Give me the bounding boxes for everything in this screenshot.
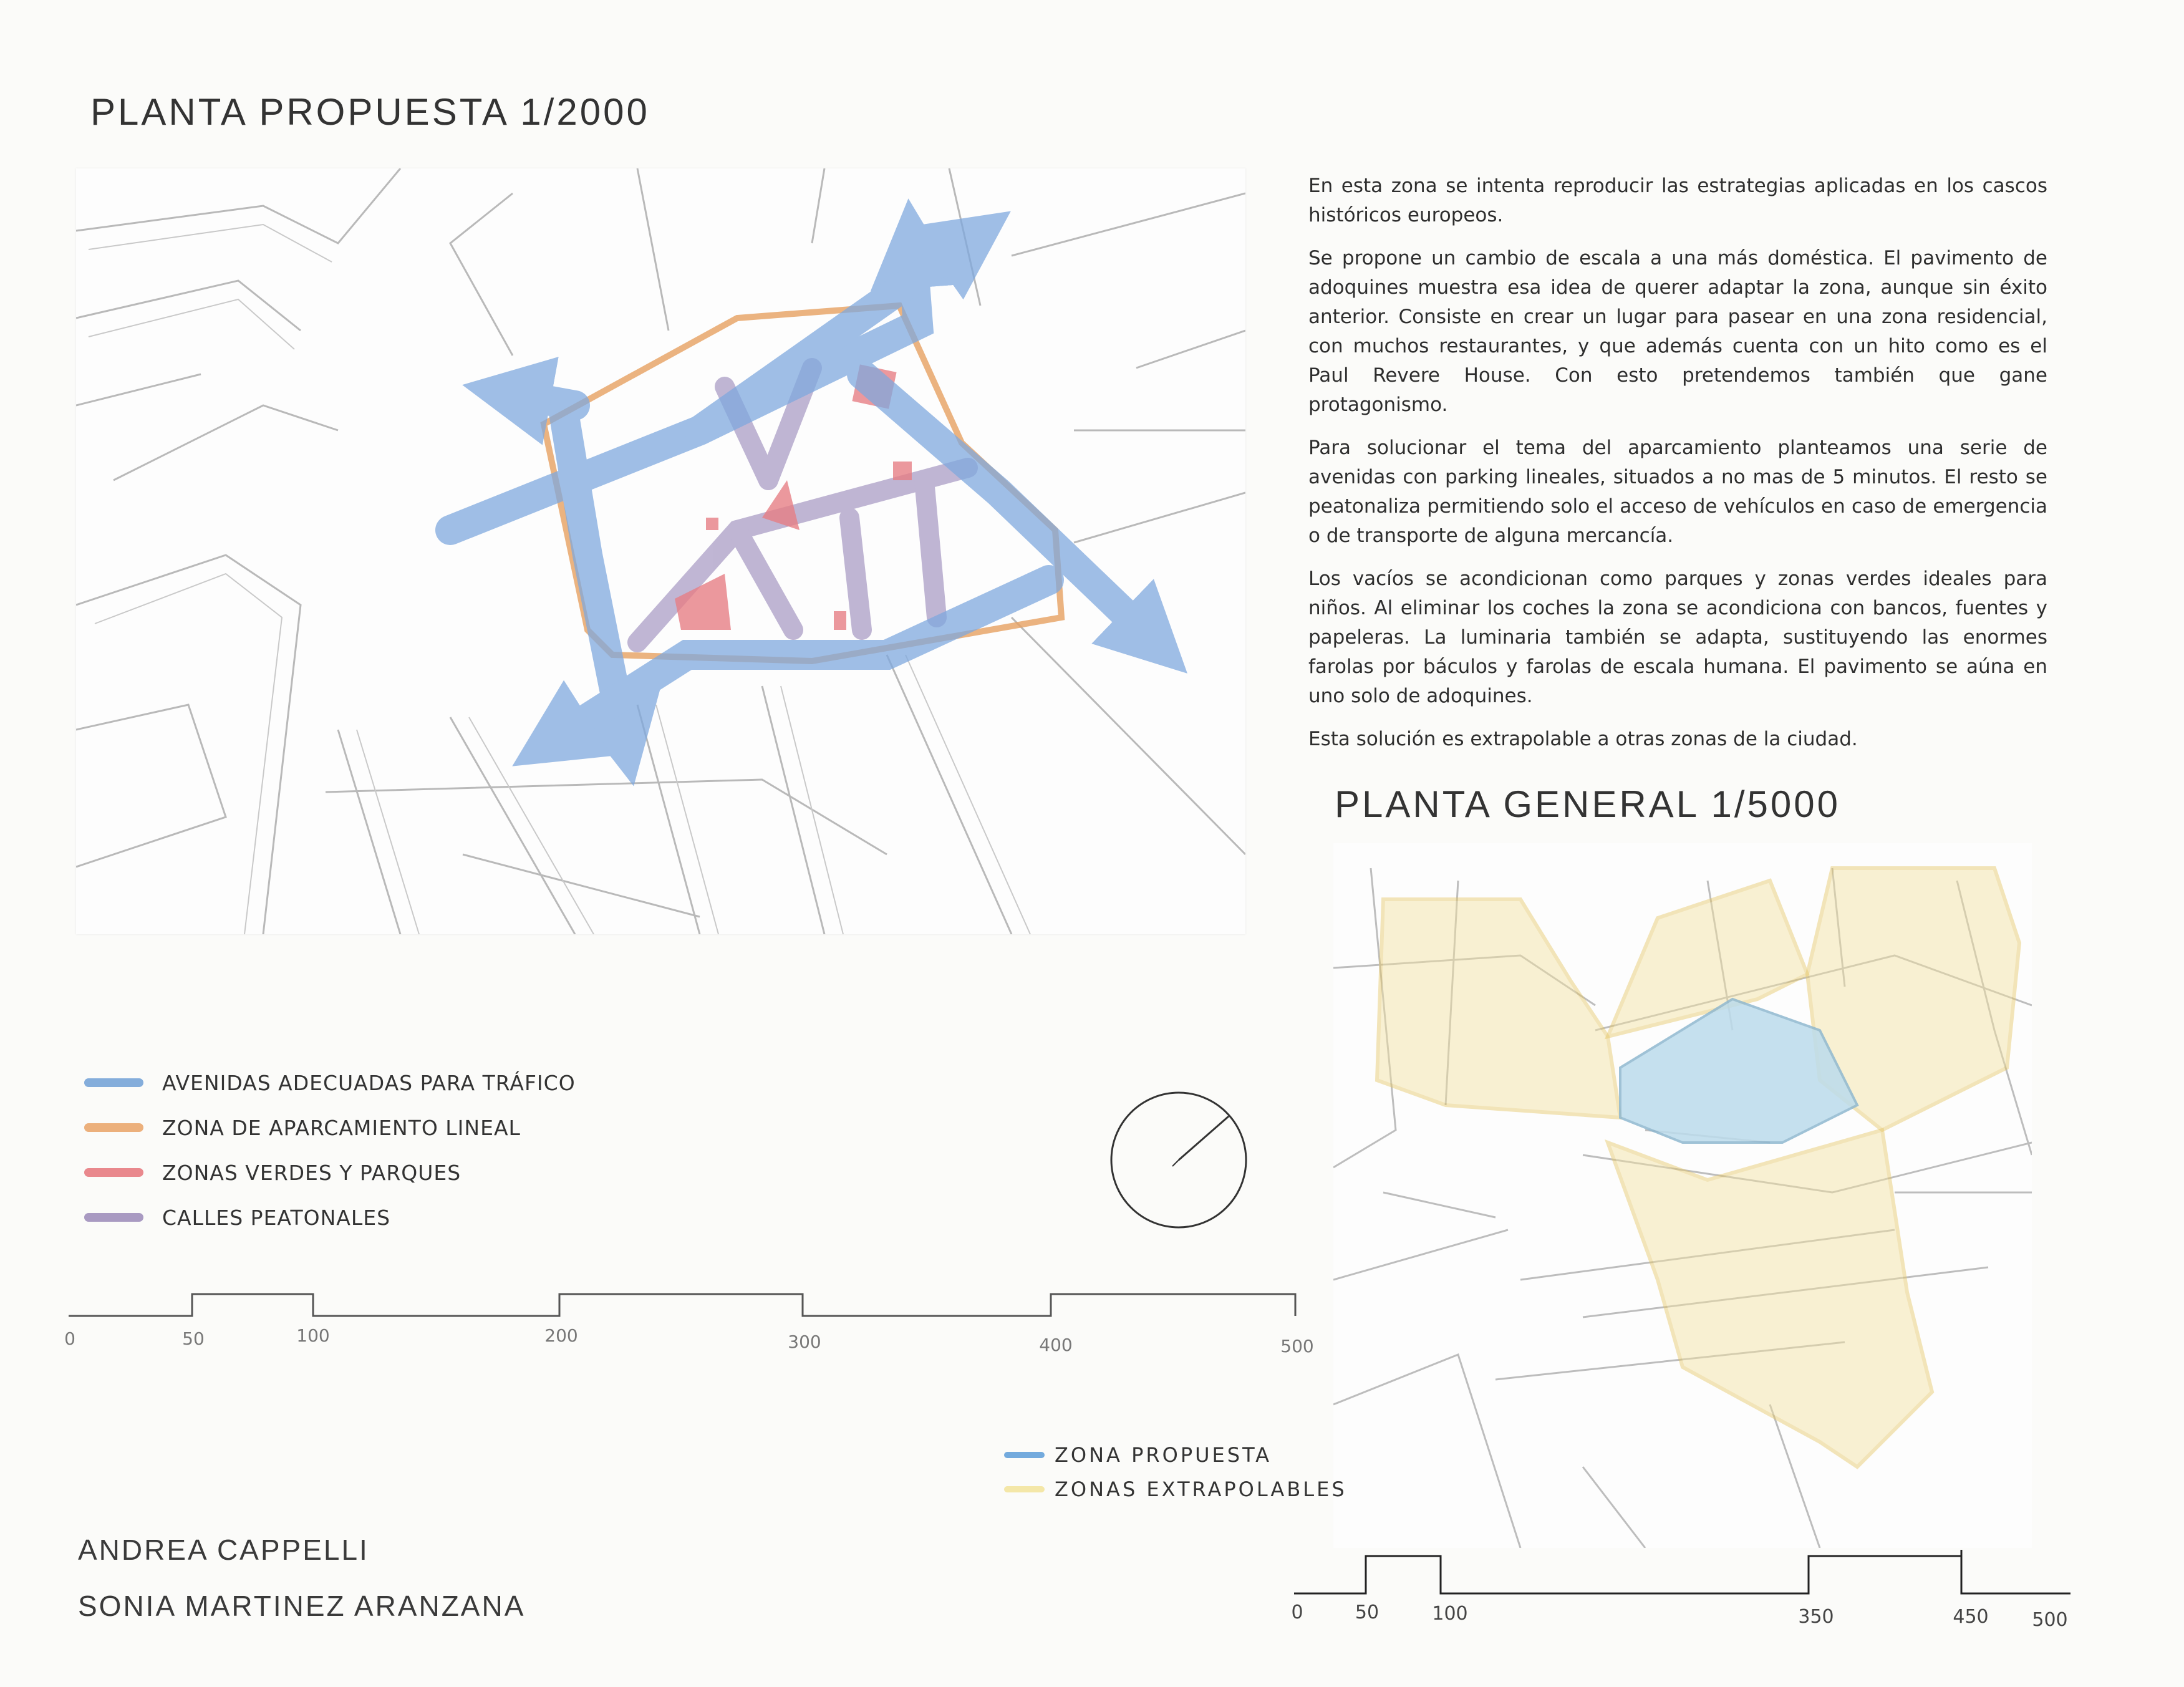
green-zone-swatch (84, 1168, 143, 1177)
avenue-swatch (84, 1078, 143, 1087)
scale-tick: 450 (1953, 1606, 1989, 1628)
scale-tick: 100 (296, 1325, 330, 1346)
scale-tick: 50 (1355, 1602, 1379, 1623)
legend-label: ZONAS EXTRAPOLABLES (1055, 1477, 1347, 1501)
main-scale-bar (62, 1285, 1314, 1360)
extrapolable-zone-swatch (1004, 1486, 1045, 1492)
legend-item-pedestrian (84, 1195, 583, 1240)
general-plan-title: PLANTA GENERAL 1/5000 (1335, 783, 1841, 825)
legend-label: AVENIDAS ADECUADAS PARA TRÁFICO (162, 1070, 576, 1095)
extrapolable-zone-south (1608, 1130, 1932, 1467)
legend-item-green-zones (84, 1150, 583, 1195)
main-legend (84, 1060, 583, 1240)
scale-tick: 0 (1291, 1602, 1303, 1623)
description-paragraph: Los vacíos se acondicionan como parques y zonas verdes ideales para niños. Al eliminar los coches la zona se acondiciona con bancos, fuentes y papeleras. La luminaria también se adapta, sustituyendo las enormes farolas por báculos y farolas de escala humana. El pavimento se aúna en uno solo de adoquines. (1308, 568, 2047, 707)
legend-item-avenues (84, 1060, 583, 1105)
legend-label: ZONA PROPUESTA (1055, 1443, 1272, 1467)
scale-tick: 300 (788, 1332, 821, 1352)
scale-tick: 50 (182, 1328, 205, 1349)
general-scale-bar (1291, 1547, 2095, 1640)
legend-label: ZONAS VERDES Y PARQUES (162, 1160, 461, 1185)
scale-tick: 500 (2032, 1609, 2068, 1631)
extrapolable-zone-west (1377, 899, 1620, 1118)
description-paragraph: Para solucionar el tema del aparcamiento planteamos una serie de avenidas con parking lineales, situados a no mas de 5 minutos. El resto se peatonaliza permitiendo solo el acceso de vehículos en caso de emergencia o de transporte de alguna mercancía. (1308, 437, 2047, 547)
author-name: ANDREA CAPPELLI (78, 1534, 369, 1566)
pedestrian-swatch (84, 1213, 143, 1222)
general-scale-line (1291, 1547, 2095, 1597)
proposed-plan-map (76, 168, 1245, 934)
description-paragraph: Se propone un cambio de escala a una más doméstica. El pavimento de adoquines muestra esa idea de querer adaptar la zona, aunque sin éxito anterior. Consiste en crear un lugar para pasear en una zona residencial, con muchos restaurantes, y que además cuenta con un hito como es el Paul Revere House. Con esto pretendemos también que gane protagonismo. (1308, 247, 2047, 416)
legend-label: CALLES PEATONALES (162, 1205, 391, 1230)
north-arrow-icon (1107, 1088, 1250, 1234)
scale-tick: 0 (64, 1328, 75, 1349)
parking-swatch (84, 1123, 143, 1132)
proposed-plan-drawing (76, 168, 1245, 934)
proposed-zone-swatch (1004, 1452, 1045, 1458)
general-legend (1004, 1438, 1347, 1506)
legend-item-proposed-zone (1004, 1438, 1347, 1472)
general-plan-map (1333, 843, 2032, 1548)
main-scale-line (62, 1285, 1310, 1322)
scale-tick: 200 (544, 1325, 578, 1346)
legend-item-extrapolable-zones (1004, 1472, 1347, 1506)
scale-tick: 400 (1039, 1335, 1073, 1355)
description-paragraph: Esta solución es extrapolable a otras zonas de la ciudad. (1308, 728, 1858, 750)
project-description (1308, 172, 2047, 768)
north-arrow-drawing (1107, 1088, 1250, 1232)
main-plan-title: PLANTA PROPUESTA 1/2000 (90, 91, 650, 133)
description-paragraph: En esta zona se intenta reproducir las estrategias aplicadas en los cascos históricos europeos. (1308, 175, 2047, 226)
author-name: SONIA MARTINEZ ARANZANA (78, 1590, 526, 1622)
legend-label: ZONA DE APARCAMIENTO LINEAL (162, 1115, 521, 1140)
scale-tick: 500 (1280, 1336, 1314, 1356)
scale-tick: 100 (1432, 1603, 1468, 1625)
general-plan-drawing (1333, 843, 2032, 1548)
legend-item-parking (84, 1105, 583, 1150)
scale-tick: 350 (1798, 1606, 1834, 1628)
